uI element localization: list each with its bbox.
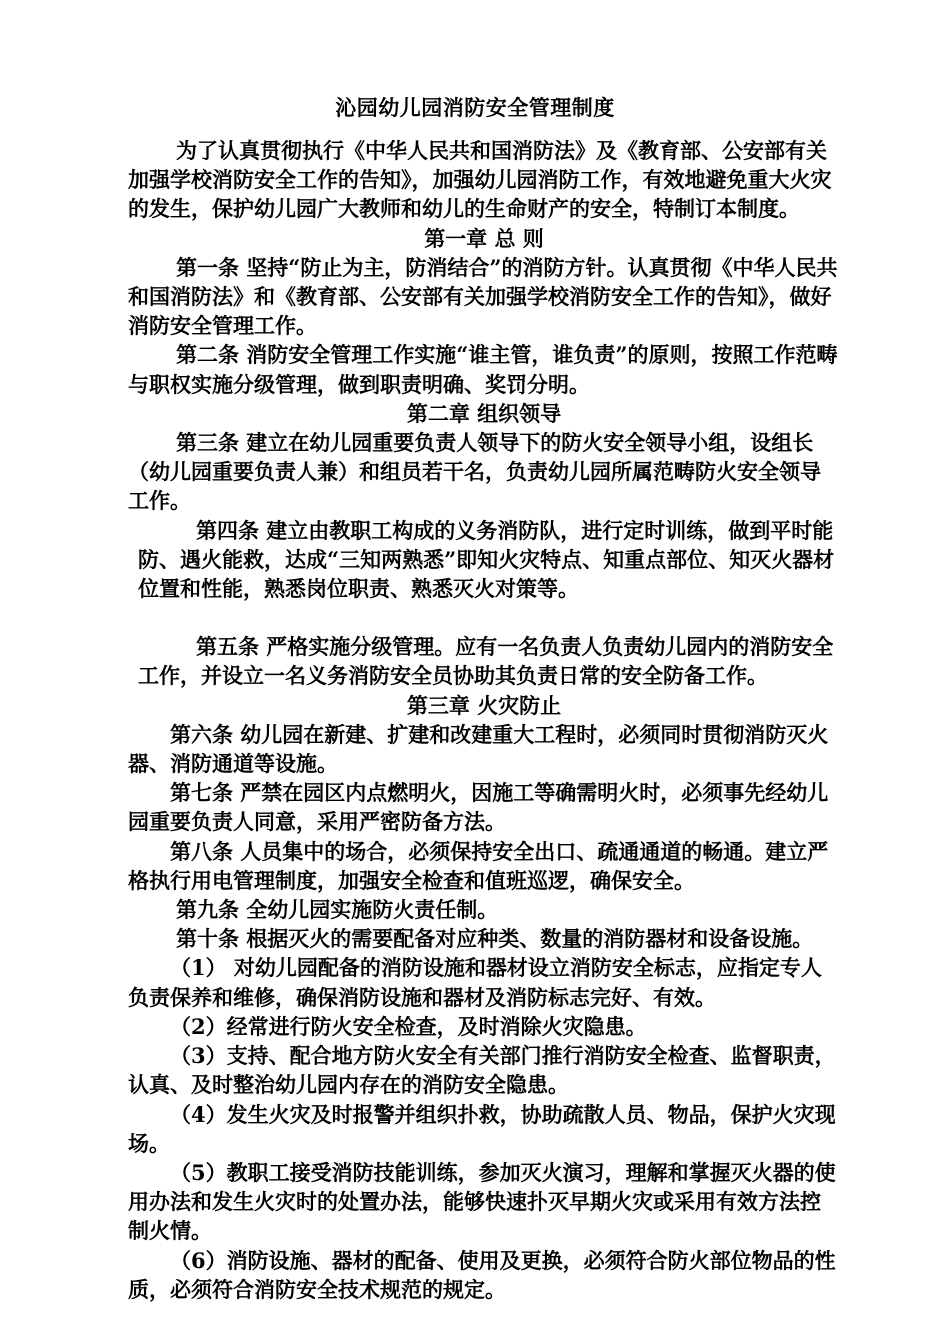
document-title: 沁园幼儿园消防安全管理制度 (335, 95, 615, 120)
chapter-heading: 第一章 总 则 (424, 225, 544, 251)
list-item: （3）支持、配合地方防火安全有关部门推行消防安全检查、监督职责，认真、及时整治幼儿园内存在的消防安全隐患。 (128, 1043, 836, 1098)
document-body (128, 136, 840, 1304)
article-paragraph: 第八条 人员集中的场合，必须保持安全出口、疏通通道的畅通。建立严格执行用电管理制度，加强安全检查和值班巡逻，确保安全。 (128, 838, 829, 893)
list-item: （2）经常进行防火安全检查，及时消除火灾隐患。 (170, 1013, 647, 1039)
article-paragraph: 第一条 坚持“防止为主，防消结合”的消防方针。认真贯彻《中华人民共和国消防法》和《教育部、公安部有关加强学校消防安全工作的告知》，做好消防安全管理工作。 (128, 254, 838, 339)
list-item: （1） 对幼儿园配备的消防设施和器材设立消防安全标志，应指定专人负责保养和维修，确保消防设施和器材及消防标志完好、有效。 (128, 955, 822, 1010)
article-paragraph: 第十条 根据灭火的需要配备对应种类、数量的消防器材和设备设施。 (176, 926, 814, 952)
list-item: （5）教职工接受消防技能训练，参加灭火演习，理解和掌握灭火器的使用办法和发生火灾时的处置办法，能够快速扑灭早期火灾或采用有效方法控制火情。 (128, 1159, 836, 1244)
article-paragraph: 第三条 建立在幼儿园重要负责人领导下的防火安全领导小组，设组长（幼儿园重要负责人兼）和组员若干名，负责幼儿园所属范畴防火安全领导工作。 (128, 430, 821, 514)
article-paragraph: 第九条 全幼儿园实施防火责任制。 (176, 897, 499, 923)
list-item: （6）消防设施、器材的配备、使用及更换，必须符合防火部位物品的性质，必须符合消防安全技术规范的规定。 (128, 1247, 836, 1302)
article-paragraph: 第七条 严禁在园区内点燃明火，因施工等确需明火时，必须事先经幼儿园重要负责人同意，采用严密防备方法。 (128, 780, 829, 835)
article-paragraph: 第六条 幼儿园在新建、扩建和改建重大工程时，必须同时贯彻消防灭火器、消防通道等设施。 (128, 721, 829, 777)
article-paragraph: 第四条 建立由教职工构成的义务消防队，进行定时训练，做到平时能防、遇火能救，达成“三知两熟悉”即知火灾特点、知重点部位、知灭火器材位置和性能，熟悉岗位职责、熟悉灭火对策等。 (138, 517, 835, 602)
article-paragraph: 第二条 消防安全管理工作实施“谁主管，谁负责”的原则，按照工作范畴与职权实施分级管理，做到职责明确、奖罚分明。 (128, 342, 838, 397)
chapter-heading: 第三章 火灾防止 (406, 692, 562, 718)
chapter-heading: 第二章 组织领导 (406, 400, 562, 426)
list-item: （4）发生火灾及时报警并组织扑救，协助疏散人员、物品，保护火灾现场。 (128, 1101, 836, 1156)
article-paragraph: 第五条 严格实施分级管理。应有一名负责人负责幼儿园内的消防安全工作，并设立一名义务消防安全员协助其负责日常的安全防备工作。 (138, 634, 834, 689)
intro-paragraph: 为了认真贯彻执行《中华人民共和国消防法》及《教育部、公安部有关加强学校消防安全工作的告知》，加强幼儿园消防工作，有效地避免重大火灾的发生，保护幼儿园广大教师和幼儿的生命财产的安全，特制订本制度。 (128, 138, 832, 222)
